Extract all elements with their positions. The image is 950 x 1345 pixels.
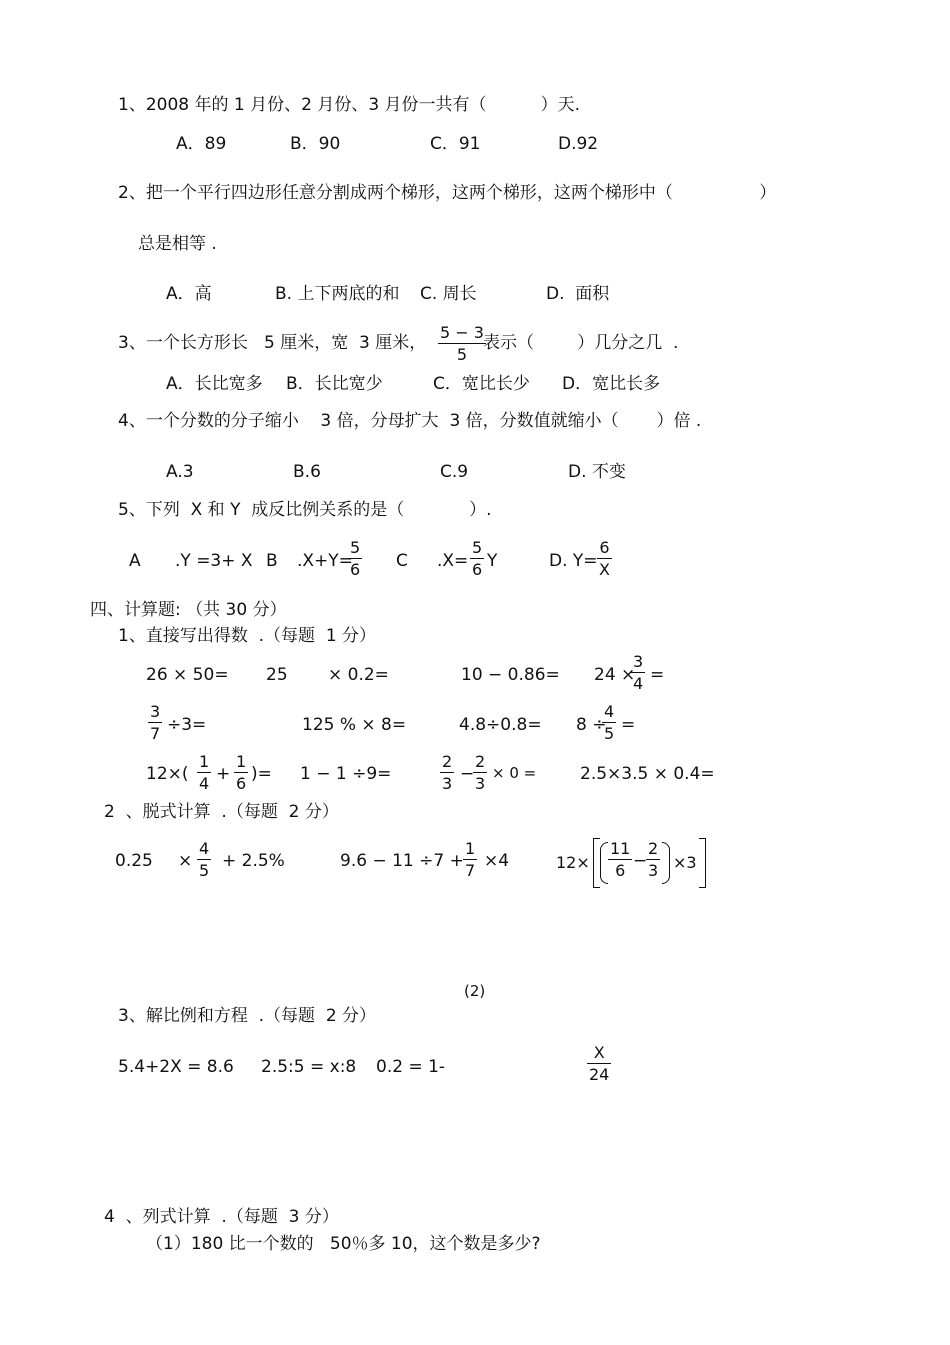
q1-stem: 1、2008 年的 1 月份、2 月份、3 月份一共有（ ）天. — [118, 95, 580, 115]
q3-option-b: B．长比宽少 — [286, 374, 383, 394]
q4-stem: 4、一个分数的分子缩小 3 倍，分母扩大 3 倍，分数值就缩小（ ）倍 . — [118, 411, 702, 431]
calc2-x3-fraction-2 — [646, 841, 660, 879]
calc-e8: 4.8÷0.8= — [459, 715, 542, 735]
calc2-x2-b: ×4 — [484, 851, 510, 871]
fraction-denominator: 24 — [589, 1065, 610, 1084]
q2-stem: 2、把一个平行四边形任意分割成两个梯形，这两个梯形，这两个梯形中（ ） — [118, 183, 777, 203]
fraction-numerator: X — [593, 1043, 605, 1062]
calc2-x1-b: × — [178, 851, 193, 871]
q4-option-a: A.3 — [166, 462, 194, 482]
calc-e5-fraction — [631, 654, 645, 692]
fraction-numerator: 3 — [150, 702, 161, 721]
part2-title: 2 、脱式计算 .（每题 2 分） — [104, 802, 339, 822]
q4-option-b: B.6 — [293, 462, 321, 482]
calc2-x3-fraction-1 — [608, 841, 632, 879]
calc-e4: 10 − 0.86= — [461, 665, 560, 685]
calc2-x3-op: − — [633, 851, 648, 871]
q5-option-a-label: A — [129, 551, 141, 571]
fraction-denominator: 7 — [150, 724, 161, 743]
calc-e12-op: − — [460, 764, 475, 784]
fraction-denominator: 4 — [199, 774, 210, 793]
equation-3: 0.2 = 1- — [376, 1057, 446, 1077]
calc-e9-a: 8 ÷ — [576, 715, 607, 735]
fraction-numerator: 1 — [236, 752, 247, 771]
q3-stem-b: 表示（ ）几分之几 . — [483, 333, 679, 353]
fraction-numerator: 1 — [465, 839, 476, 858]
part4-title: 4 、列式计算 .（每题 3 分） — [104, 1207, 339, 1227]
fraction-denominator: 5 — [604, 724, 615, 743]
fraction-numerator: 5 — [350, 538, 361, 557]
fraction-numerator: 11 — [610, 839, 631, 858]
calc2-x1-a: 0.25 — [115, 851, 153, 871]
calc-e5-b: = — [650, 665, 665, 685]
q5-option-d-fraction — [597, 540, 612, 578]
fraction-denominator: 4 — [633, 674, 644, 693]
q3-option-c: C．宽比长少 — [433, 374, 530, 394]
q1-option-c: C．91 — [430, 134, 481, 154]
calc-e9-fraction — [602, 704, 616, 742]
fraction-numerator: 5 — [472, 538, 483, 557]
fraction-numerator: 6 — [599, 538, 610, 557]
q5-option-d-expr: D. Y= — [549, 551, 598, 571]
left-square-bracket — [593, 838, 600, 888]
word-problem-1: （1）180 比一个数的 50％多 10，这个数是多少? — [146, 1234, 541, 1254]
fraction-denominator: 6 — [236, 774, 247, 793]
fraction-denominator: X — [599, 560, 610, 579]
q5-option-c-expr: .X= — [437, 551, 469, 571]
calc-e10-fraction-1 — [197, 754, 211, 792]
q3-option-a: A．长比宽多 — [166, 374, 263, 394]
right-parenthesis — [662, 842, 670, 884]
calc-e12-b: × 0 = — [492, 764, 537, 782]
calc2-x3-b: ×3 — [673, 853, 697, 872]
q3-option-d: D．宽比长多 — [562, 374, 661, 394]
fraction-numerator: 2 — [648, 839, 659, 858]
fraction-denominator: 6 — [472, 560, 483, 579]
q5-option-b-label: B — [266, 551, 278, 571]
calc-e6-fraction — [148, 704, 162, 742]
fraction-numerator: 2 — [442, 752, 453, 771]
calc-e3: × 0.2= — [328, 665, 389, 685]
section4-title: 四、计算题: （共 30 分） — [90, 600, 287, 620]
q2-stem-continued: 总是相等 . — [138, 234, 217, 254]
right-square-bracket — [699, 838, 706, 888]
left-parenthesis — [600, 842, 608, 884]
q3-stem-a: 3、一个长方形长 5 厘米，宽 3 厘米， — [118, 333, 427, 353]
q1-option-b: B．90 — [290, 134, 341, 154]
fraction-numerator: 3 — [633, 652, 644, 671]
q2-option-d: D. 面积 — [546, 284, 610, 304]
calc-e12-fraction-1 — [440, 754, 454, 792]
calc-e6-b: ÷3= — [167, 715, 207, 735]
q3-fraction-denominator: 5 — [456, 345, 468, 364]
fraction-denominator: 3 — [442, 774, 453, 793]
fraction-numerator: 4 — [604, 702, 615, 721]
q4-option-d: D. 不变 — [568, 462, 626, 482]
calc2-x1-c: + 2.5% — [222, 851, 285, 871]
fraction-denominator: 6 — [350, 560, 361, 579]
q5-option-a-expr: .Y =3+ X — [175, 551, 253, 571]
q5-option-c-label: C — [396, 551, 408, 571]
q5-stem: 5、下列 X 和 Y 成反比例关系的是（ ）. — [118, 500, 492, 520]
part1-title: 1、直接写出得数 .（每题 1 分） — [118, 626, 377, 646]
calc-e10-b: )= — [251, 764, 272, 784]
q1-option-d: D.92 — [558, 134, 599, 154]
calc-e12-fraction-2 — [473, 754, 487, 792]
calc-e13: 2.5×3.5 × 0.4= — [580, 764, 715, 784]
q5-option-c-fraction — [470, 540, 484, 578]
calc-e10-fraction-2 — [234, 754, 248, 792]
equation-3-fraction — [587, 1045, 611, 1083]
calc-e9-b: = — [621, 715, 636, 735]
calc-e10-op: + — [216, 764, 231, 784]
calc2-x2-fraction — [463, 841, 477, 879]
q3-fraction-numerator: 5 − 3 — [440, 323, 484, 342]
equation-1: 5.4+2X = 8.6 — [118, 1057, 234, 1077]
calc-e11: 1 − 1 ÷9= — [300, 764, 392, 784]
calc2-x2-a: 9.6 − 11 ÷7 + — [340, 851, 464, 871]
calc-e7: 125 % × 8= — [302, 715, 407, 735]
calc-e5-a: 24 × — [594, 665, 636, 685]
q4-option-c: C.9 — [440, 462, 469, 482]
q5-option-b-expr: .X+Y= — [297, 551, 353, 571]
fraction-numerator: 2 — [475, 752, 486, 771]
fraction-numerator: 4 — [199, 839, 210, 858]
calc-e1: 26 × 50= — [146, 665, 229, 685]
fraction-denominator: 6 — [615, 861, 626, 880]
calc-e2: 25 — [266, 665, 288, 685]
q5-option-b-fraction — [348, 540, 362, 578]
equation-2: 2.5:5 = x:8 — [261, 1057, 357, 1077]
fraction-denominator: 3 — [475, 774, 486, 793]
fraction-numerator: 1 — [199, 752, 210, 771]
q2-option-c: C. 周长 — [420, 284, 477, 304]
fraction-denominator: 3 — [648, 861, 659, 880]
q2-option-b: B. 上下两底的和 — [275, 284, 400, 304]
page-number: (2) — [464, 982, 486, 1000]
fraction-denominator: 5 — [199, 861, 210, 880]
calc2-x3-a: 12× — [556, 853, 590, 872]
q5-option-c-tail: Y — [487, 551, 498, 571]
q1-option-a: A．89 — [176, 134, 227, 154]
calc-e10-a: 12×( — [146, 764, 189, 784]
calc2-x1-fraction — [197, 841, 211, 879]
q3-fraction — [438, 325, 486, 363]
part3-title: 3、解比例和方程 .（每题 2 分） — [118, 1006, 377, 1026]
fraction-denominator: 7 — [465, 861, 476, 880]
q2-option-a: A．高 — [166, 284, 212, 304]
